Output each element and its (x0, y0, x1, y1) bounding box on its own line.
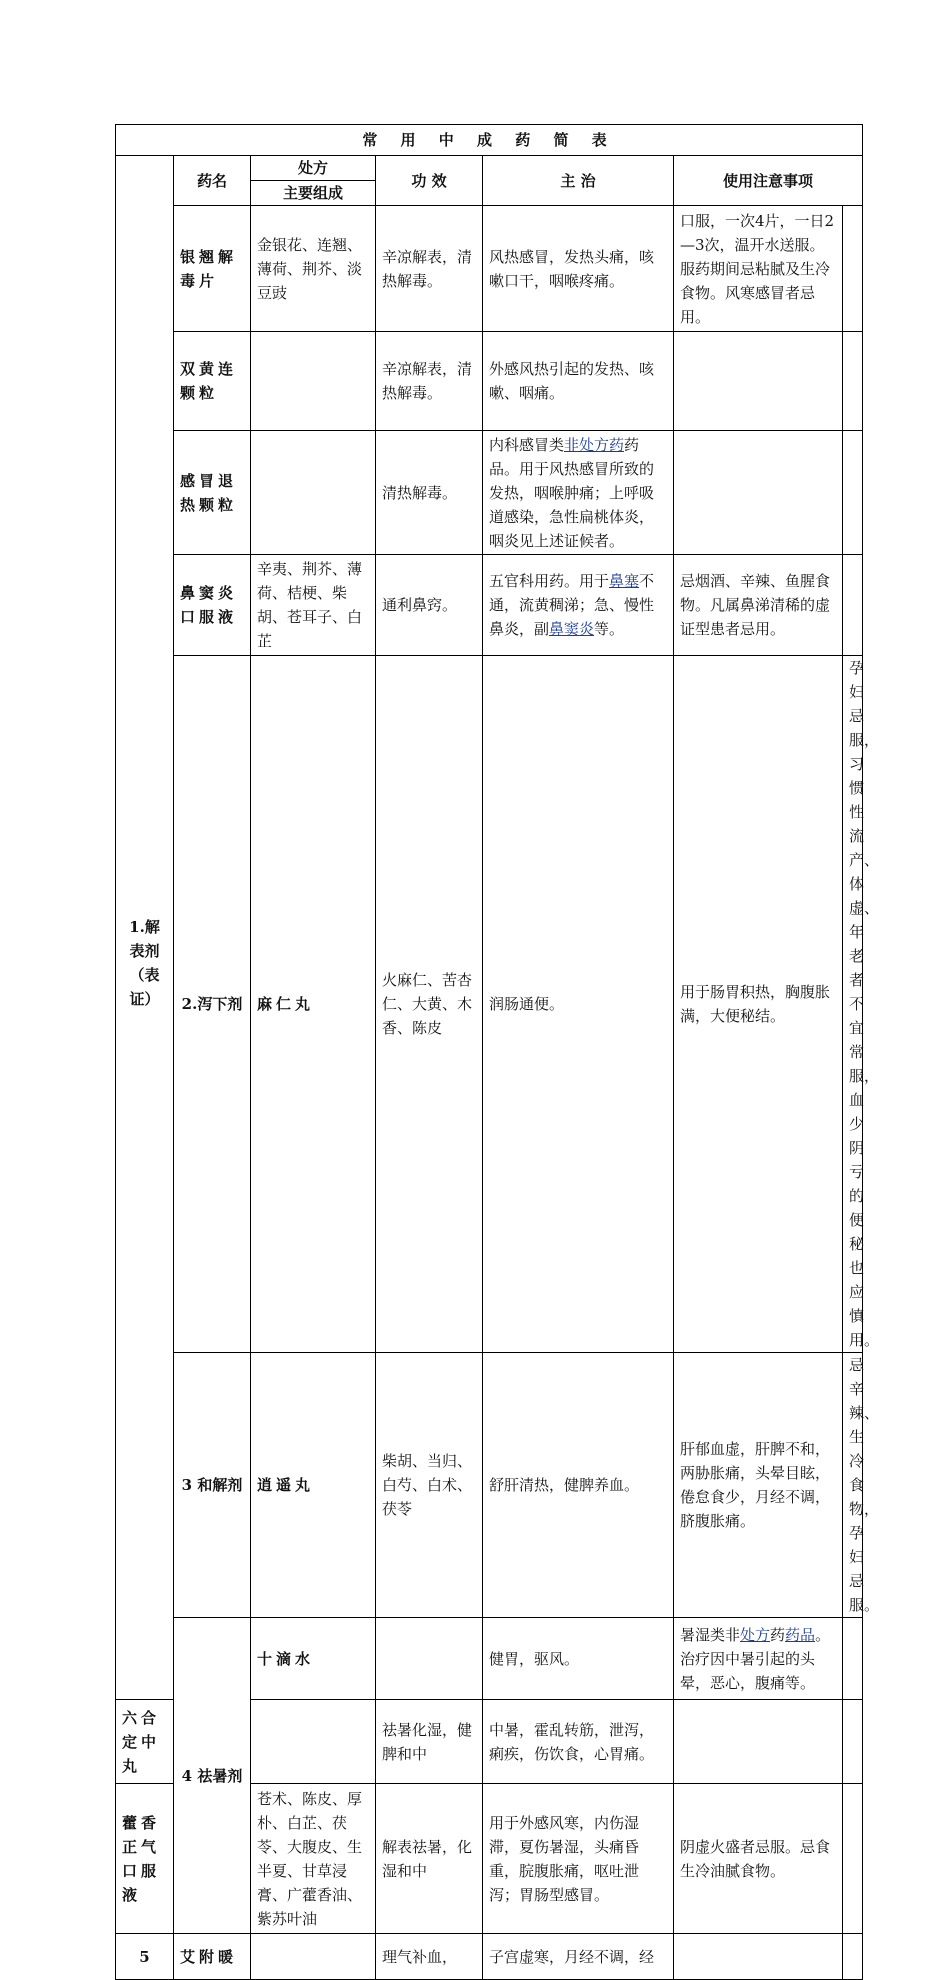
drug-name: 鼻窦炎口服液 (174, 555, 251, 656)
indication-cell: 风热感冒，发热头痛，咳嗽口干，咽喉疼痛。 (483, 206, 674, 332)
notes-cell: 孕妇忌服，习惯性流产、体虚、年老者不宜常服，血少阴亏的便秘也应慎用。 (843, 656, 863, 1353)
header-effect: 功 效 (376, 156, 483, 206)
indication-cell: 用于外感风寒，内伤湿滞，夏伤暑湿，头痛昏重，脘腹胀痛，呕吐泄泻；胃肠型感冒。 (483, 1784, 674, 1934)
effect-cell: 祛暑化湿，健脾和中 (376, 1700, 483, 1784)
notes-cell (674, 332, 843, 431)
composition-cell (251, 1700, 376, 1784)
drug-name: 六合定中丸 (116, 1700, 174, 1784)
table-row (116, 431, 863, 555)
table-title: 常 用 中 成 药 简 表 (116, 125, 863, 156)
table-row (116, 332, 863, 431)
spacer-cell (843, 206, 863, 332)
spacer-cell (843, 555, 863, 656)
header-notes: 使用注意事项 (674, 156, 863, 206)
indication-text: 暑湿类非 (680, 1625, 741, 1644)
effect-cell: 清热解毒。 (376, 431, 483, 555)
effect-cell: 辛凉解表，清热解毒。 (376, 332, 483, 431)
header-indication: 主 治 (483, 156, 674, 206)
table-row (116, 1618, 863, 1700)
header-name: 药名 (174, 156, 251, 206)
notes-cell (674, 431, 843, 555)
drug-name: 麻仁丸 (251, 656, 376, 1353)
table-row (116, 1353, 863, 1618)
category-cell: 1.解表剂（表证） (116, 156, 174, 1700)
indication-cell: 子宫虚寒，月经不调，经 (483, 1934, 674, 1980)
prescription-link[interactable]: 处方 (740, 1625, 771, 1644)
spacer-cell (843, 1784, 863, 1934)
table-row (116, 555, 863, 656)
notes-cell: 忌烟酒、辛辣、鱼腥食物。凡属鼻涕清稀的虚证型患者忌用。 (674, 555, 843, 656)
indication-cell: 外感风热引起的发热、咳嗽、咽痛。 (483, 332, 674, 431)
spacer-cell (843, 431, 863, 555)
composition-cell (376, 1618, 483, 1700)
medicine-table (115, 124, 880, 1980)
indication-text: 五官科用药。用于 (489, 572, 610, 590)
indication-text: 。治疗因中暑引起的头晕，恶心，腹痛等。 (680, 1625, 831, 1692)
category-cell: 4 祛暑剂 (174, 1618, 251, 1934)
effect-cell: 理气补血， (376, 1934, 483, 1980)
composition-cell: 苍术、陈皮、厚朴、白芷、茯苓、大腹皮、生半夏、甘草浸膏、广藿香油、紫苏叶油 (251, 1784, 376, 1934)
drug-name: 十滴水 (251, 1618, 376, 1700)
effect-cell: 润肠通便。 (483, 656, 674, 1353)
notes-cell (674, 1934, 843, 1980)
indication-text: 不通，流黄稠涕；急、慢性鼻炎，副 (489, 572, 655, 638)
header-composition: 主要组成 (251, 181, 376, 206)
composition-cell: 金银花、连翘、薄荷、荆芥、淡豆豉 (251, 206, 376, 332)
indication-cell (483, 431, 674, 555)
indication-cell: 用于肠胃积热，胸腹胀满，大便秘结。 (674, 656, 843, 1353)
header-formula: 处方 (251, 156, 376, 181)
sinusitis-link[interactable]: 鼻窦炎 (549, 620, 595, 638)
notes-cell (843, 1618, 863, 1700)
composition-cell: 柴胡、当归、白芍、白术、茯苓 (376, 1353, 483, 1618)
drug-name: 双黄连颗粒 (174, 332, 251, 431)
effect-cell: 辛凉解表，清热解毒。 (376, 206, 483, 332)
table-row (116, 1934, 863, 1980)
effect-cell: 通利鼻窍。 (376, 555, 483, 656)
nasal-congestion-link[interactable]: 鼻塞 (609, 572, 640, 590)
drug-name: 藿香正气口服液 (116, 1784, 174, 1934)
notes-cell: 口服，一次4片，一日2—3次，温开水送服。服药期间忌粘腻及生冷食物。风寒感冒者忌用。 (674, 206, 843, 332)
drug-name: 逍遥丸 (251, 1353, 376, 1618)
drug-name: 感冒退热颗粒 (174, 431, 251, 555)
indication-cell: 中暑，霍乱转筋，泄泻，痢疾，伤饮食，心胃痛。 (483, 1700, 674, 1784)
category-cell: 5 (116, 1934, 174, 1980)
indication-text: 等。 (594, 620, 625, 638)
spacer-cell (843, 332, 863, 431)
notes-cell (674, 1700, 843, 1784)
notes-cell: 忌辛辣、生冷食物，孕妇忌服。 (843, 1353, 863, 1618)
effect-cell: 解表祛暑，化湿和中 (376, 1784, 483, 1934)
otc-link[interactable]: 非处方药 (564, 435, 625, 454)
spacer-cell (843, 1934, 863, 1980)
category-cell: 2.泻下剂 (174, 656, 251, 1353)
drug-name: 银翘解毒片 (174, 206, 251, 332)
notes-cell: 阴虚火盛者忌服。忌食生冷油腻食物。 (674, 1784, 843, 1934)
composition-cell: 火麻仁、苦杏仁、大黄、木香、陈皮 (376, 656, 483, 1353)
composition-cell: 辛夷、荆芥、薄荷、桔梗、柴胡、苍耳子、白芷 (251, 555, 376, 656)
spacer-cell (843, 1700, 863, 1784)
drug-name: 艾附暖 (174, 1934, 251, 1980)
drug-product-link[interactable]: 药品 (785, 1625, 816, 1644)
indication-text: 内科感冒类 (489, 435, 565, 454)
indication-text: 药品。用于风热感冒所致的发热，咽喉肿痛；上呼吸道感染，急性扁桃体炎，咽炎见上述证候者。 (489, 435, 655, 550)
indication-cell (483, 555, 674, 656)
composition-cell (251, 332, 376, 431)
effect-cell: 健胃，驱风。 (483, 1618, 674, 1700)
table-row (116, 206, 863, 332)
indication-cell (674, 1618, 843, 1700)
table-row (116, 656, 863, 1353)
category-cell: 3 和解剂 (174, 1353, 251, 1618)
composition-cell (251, 431, 376, 555)
indication-cell: 肝郁血虚，肝脾不和，两胁胀痛，头晕目眩，倦怠食少，月经不调，脐腹胀痛。 (674, 1353, 843, 1618)
composition-cell (251, 1934, 376, 1980)
indication-text: 药 (770, 1625, 786, 1644)
effect-cell: 舒肝清热，健脾养血。 (483, 1353, 674, 1618)
